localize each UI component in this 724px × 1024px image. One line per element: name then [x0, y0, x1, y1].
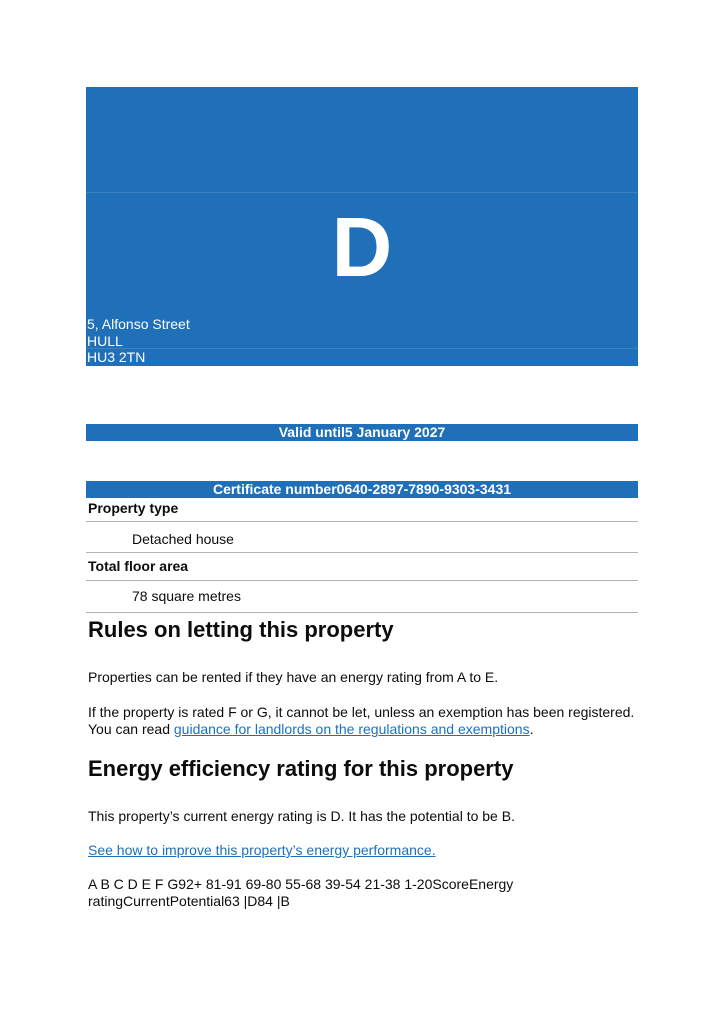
landlord-guidance-link[interactable]: guidance for landlords on the regulations and exemptions	[173, 721, 530, 737]
valid-until-label: Valid until	[278, 424, 345, 440]
letting-rules-paragraph-1: Properties can be rented if they have an energy rating from A to E.	[88, 669, 499, 685]
energy-rating-heading: Energy efficiency rating for this property	[88, 756, 514, 781]
improve-performance-paragraph	[88, 842, 636, 859]
certificate-number-label: Certificate number	[212, 481, 337, 497]
address-line-1: 5, Alfonso Street	[87, 316, 190, 332]
panel-divider	[86, 192, 638, 193]
property-address	[87, 316, 190, 366]
certificate-number-bar	[86, 481, 638, 498]
energy-rating-chart-text: A B C D E F G92+ 81-91 69-80 55-68 39-54 21-38 1-20ScoreEnergy ratingCurrentPotential63 |D84 |B	[88, 876, 514, 909]
current-rating-paragraph: This property’s current energy rating is D. It has the potential to be B.	[88, 808, 515, 824]
letting-rules-paragraph-2-text: If the property is rated F or G, it cannot be let, unless an exemption has been registered. You can read	[88, 704, 635, 737]
address-postcode: HU3 2TN	[87, 349, 146, 365]
property-summary-list	[86, 497, 638, 613]
letting-rules-heading: Rules on letting this property	[88, 617, 394, 642]
improve-performance-link[interactable]: See how to improve this property’s energy performance.	[88, 842, 436, 858]
property-type-label: Property type	[86, 497, 638, 522]
property-type-value: Detached house	[86, 522, 638, 553]
current-rating-letter: D	[331, 200, 393, 294]
floor-area-label: Total floor area	[86, 553, 638, 581]
certificate-number-value: 0640-2897-7890-9303-3431	[336, 481, 512, 497]
floor-area-value: 78 square metres	[86, 581, 638, 613]
valid-until-bar	[86, 424, 638, 441]
certificate-page	[86, 87, 638, 909]
rating-hero-panel	[86, 87, 638, 366]
letting-rules-paragraph-2	[88, 704, 636, 738]
valid-until-date: 5 January 2027	[344, 424, 446, 440]
address-line-2: HULL	[87, 332, 123, 349]
letting-rules-paragraph-2-end: .	[529, 721, 534, 737]
